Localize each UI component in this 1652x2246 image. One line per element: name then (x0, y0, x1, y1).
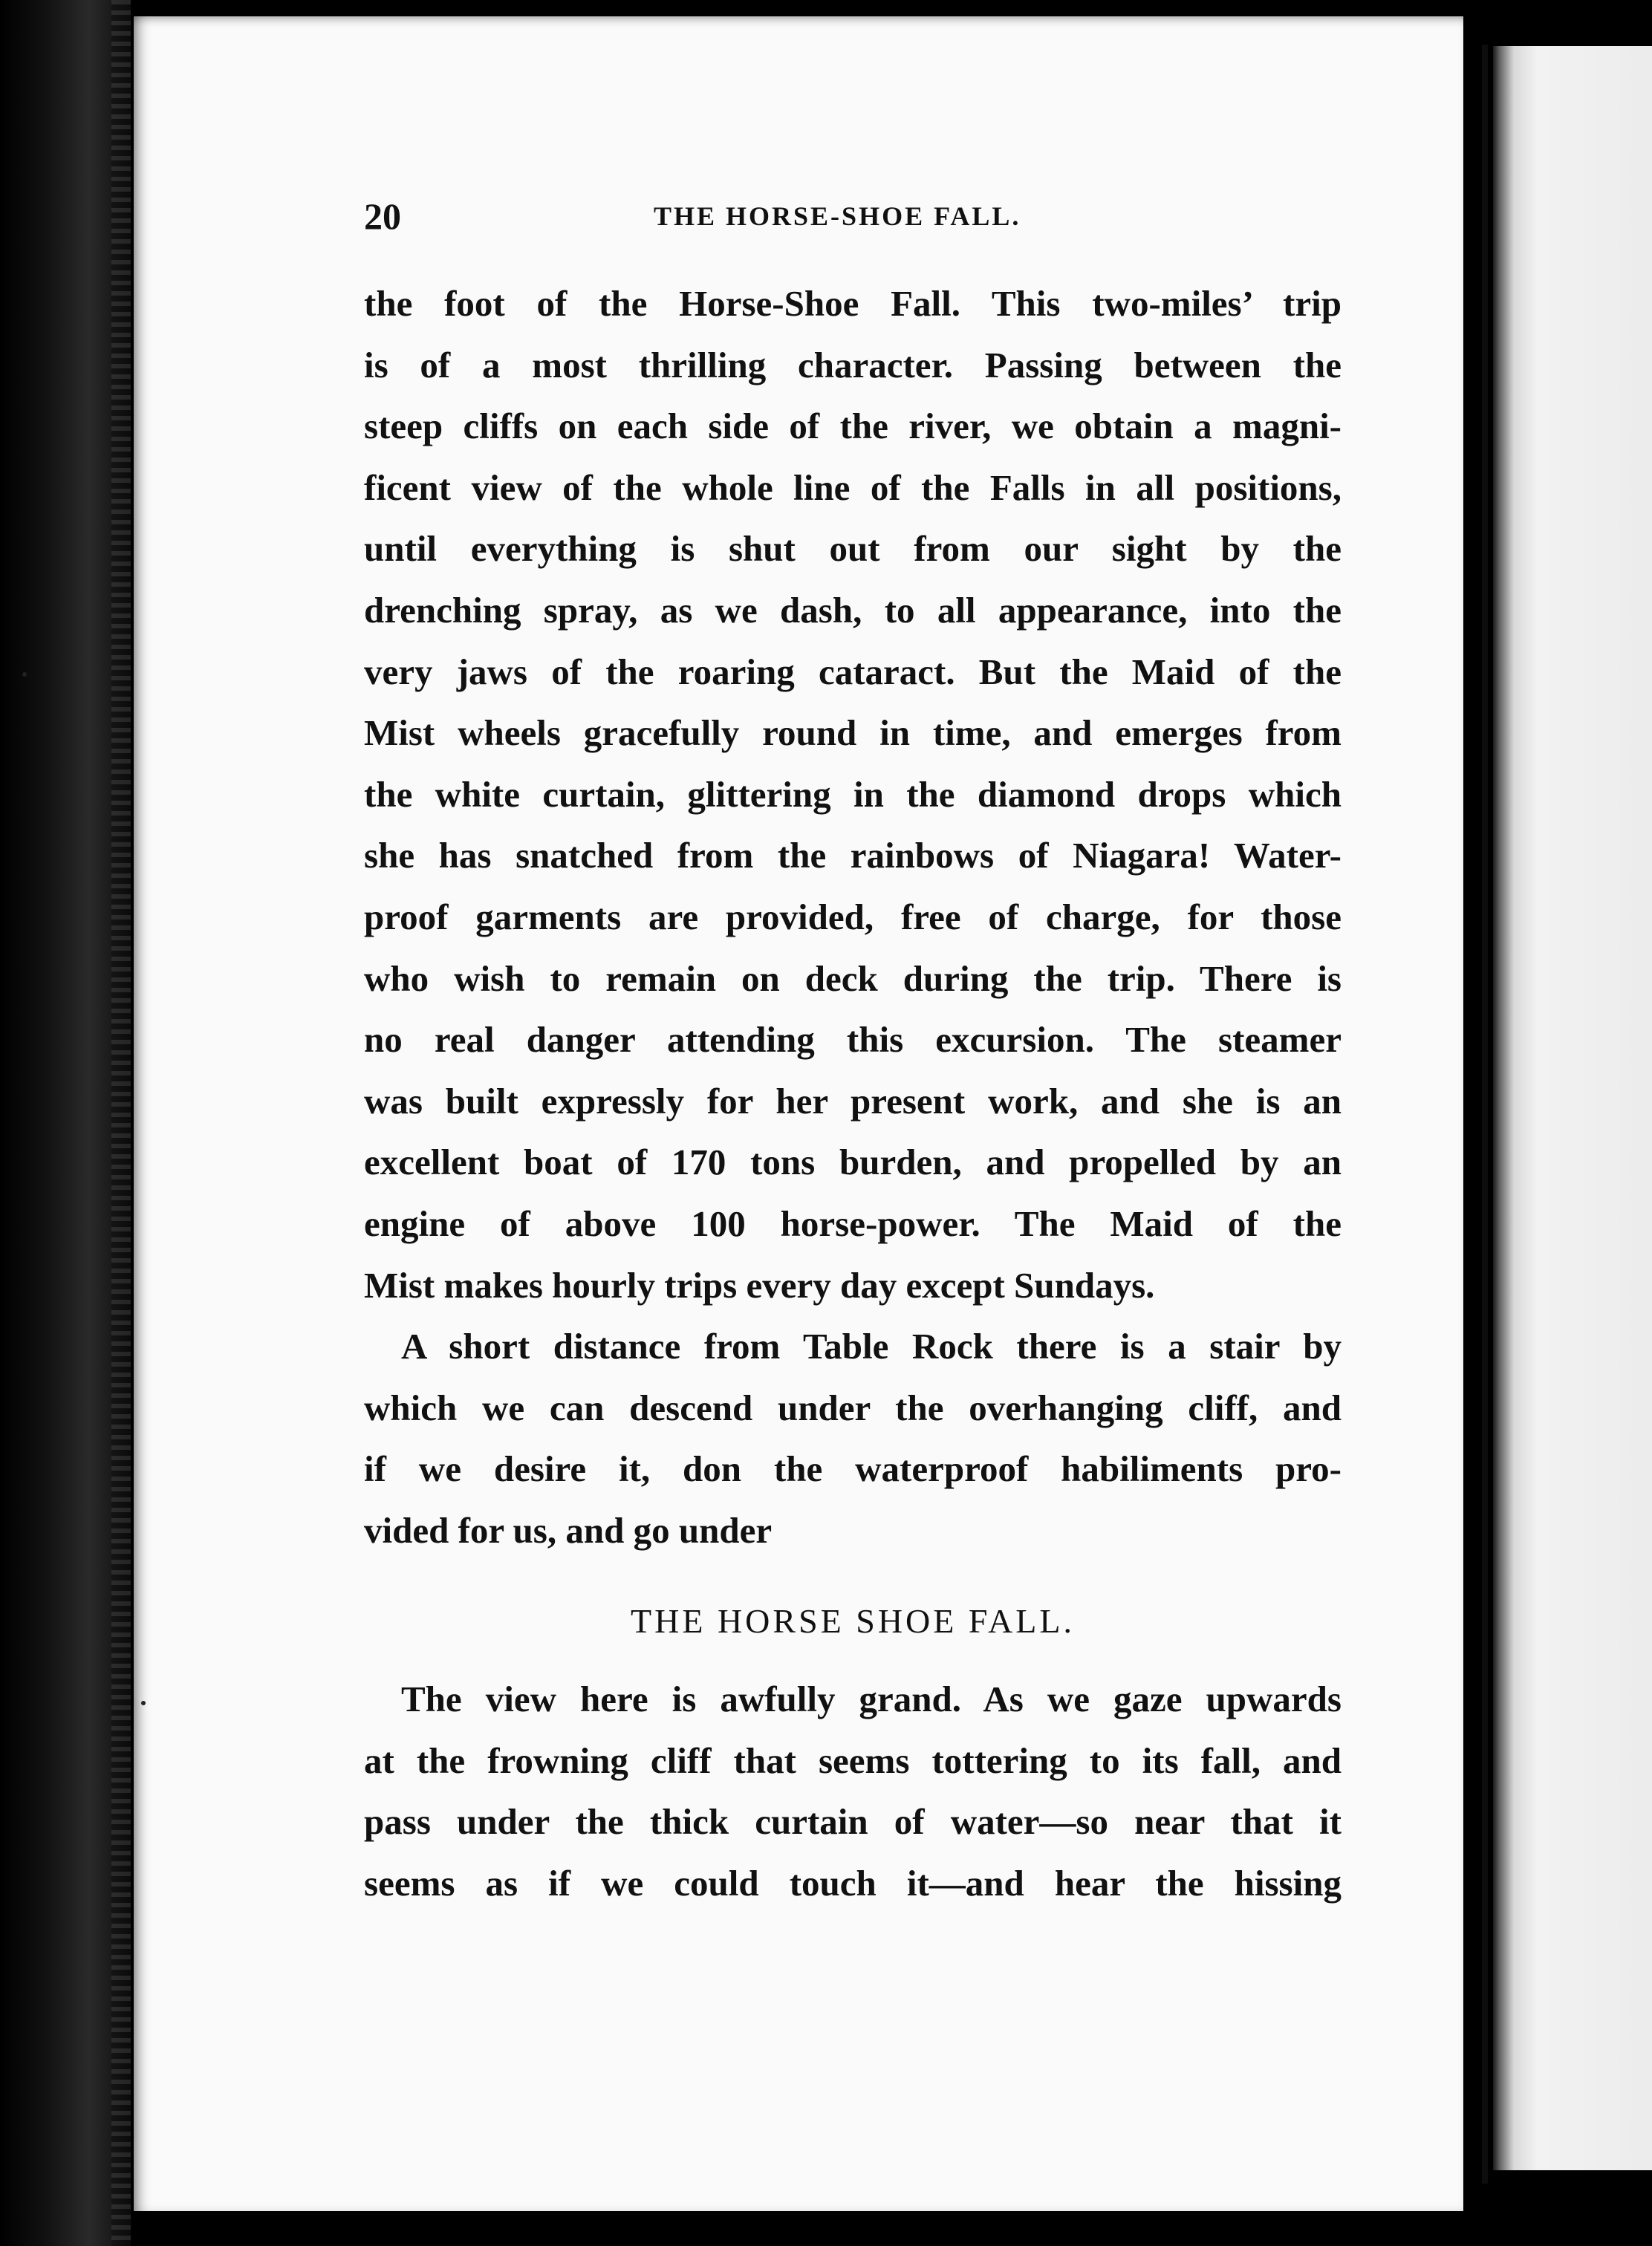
section-heading: THE HORSE SHOE FALL. (631, 1602, 1075, 1641)
text-line: engine of above 100 horse-power. The Maid of the (364, 1202, 1342, 1244)
adjacent-page-strip (1493, 46, 1652, 2170)
text-line: seems as if we could touch it—and hear the hissing (364, 1862, 1342, 1904)
text-line: she has snatched from the rainbows of Niagara! Water- (364, 835, 1342, 876)
text-line: was built expressly for her present work, and she is an (364, 1080, 1342, 1122)
body-text (364, 273, 1342, 1914)
text-line: the foot of the Horse-Shoe Fall. This two-miles’ trip (364, 283, 1342, 324)
text-line: very jaws of the roaring cataract. But the Maid of the (364, 651, 1342, 692)
text-line: who wish to remain on deck during the trip. There is (364, 957, 1342, 999)
scan-left-edge (0, 0, 134, 2246)
text-line: vided for us, and go under (364, 1509, 773, 1551)
scan-speck (22, 672, 27, 677)
text-line: steep cliffs on each side of the river, we obtain a magni- (364, 406, 1342, 447)
text-line: excellent boat of 170 tons burden, and propelled by an (364, 1142, 1342, 1183)
page-gutter-line (1482, 45, 1488, 2184)
text-line: is of a most thrilling character. Passing between the (364, 344, 1342, 385)
text-line: pass under the thick curtain of water—so near that it (364, 1801, 1342, 1843)
text-line: Mist wheels gracefully round in time, and emerges from (364, 712, 1342, 754)
text-line: A short distance from Table Rock there is a stair by (401, 1326, 1342, 1367)
running-title: THE HORSE-SHOE FALL. (654, 201, 1021, 231)
text-line: proof garments are provided, free of charge, for those (364, 896, 1342, 937)
text-line: Mist makes hourly trips every day except Sundays. (364, 1264, 1155, 1306)
text-line: until everything is shut out from our sight by the (364, 528, 1342, 570)
text-line: drenching spray, as we dash, to all appearance, into the (364, 589, 1342, 631)
text-line: if we desire it, don the waterproof habiliments pro- (364, 1448, 1342, 1490)
scan-speck (141, 1701, 146, 1705)
text-line: no real danger attending this excursion. The steamer (364, 1019, 1342, 1061)
text-line: the white curtain, glittering in the diamond drops which (364, 773, 1342, 815)
text-line: ficent view of the whole line of the Falls in all positions, (364, 466, 1342, 508)
running-head (364, 195, 1337, 247)
page-number: 20 (364, 195, 401, 237)
text-line: at the frowning cliff that seems tottering to its fall, and (364, 1739, 1342, 1781)
text-line: The view here is awfully grand. As we gaze upwards (401, 1679, 1342, 1720)
text-line: which we can descend under the overhanging cliff, and (364, 1387, 1342, 1428)
